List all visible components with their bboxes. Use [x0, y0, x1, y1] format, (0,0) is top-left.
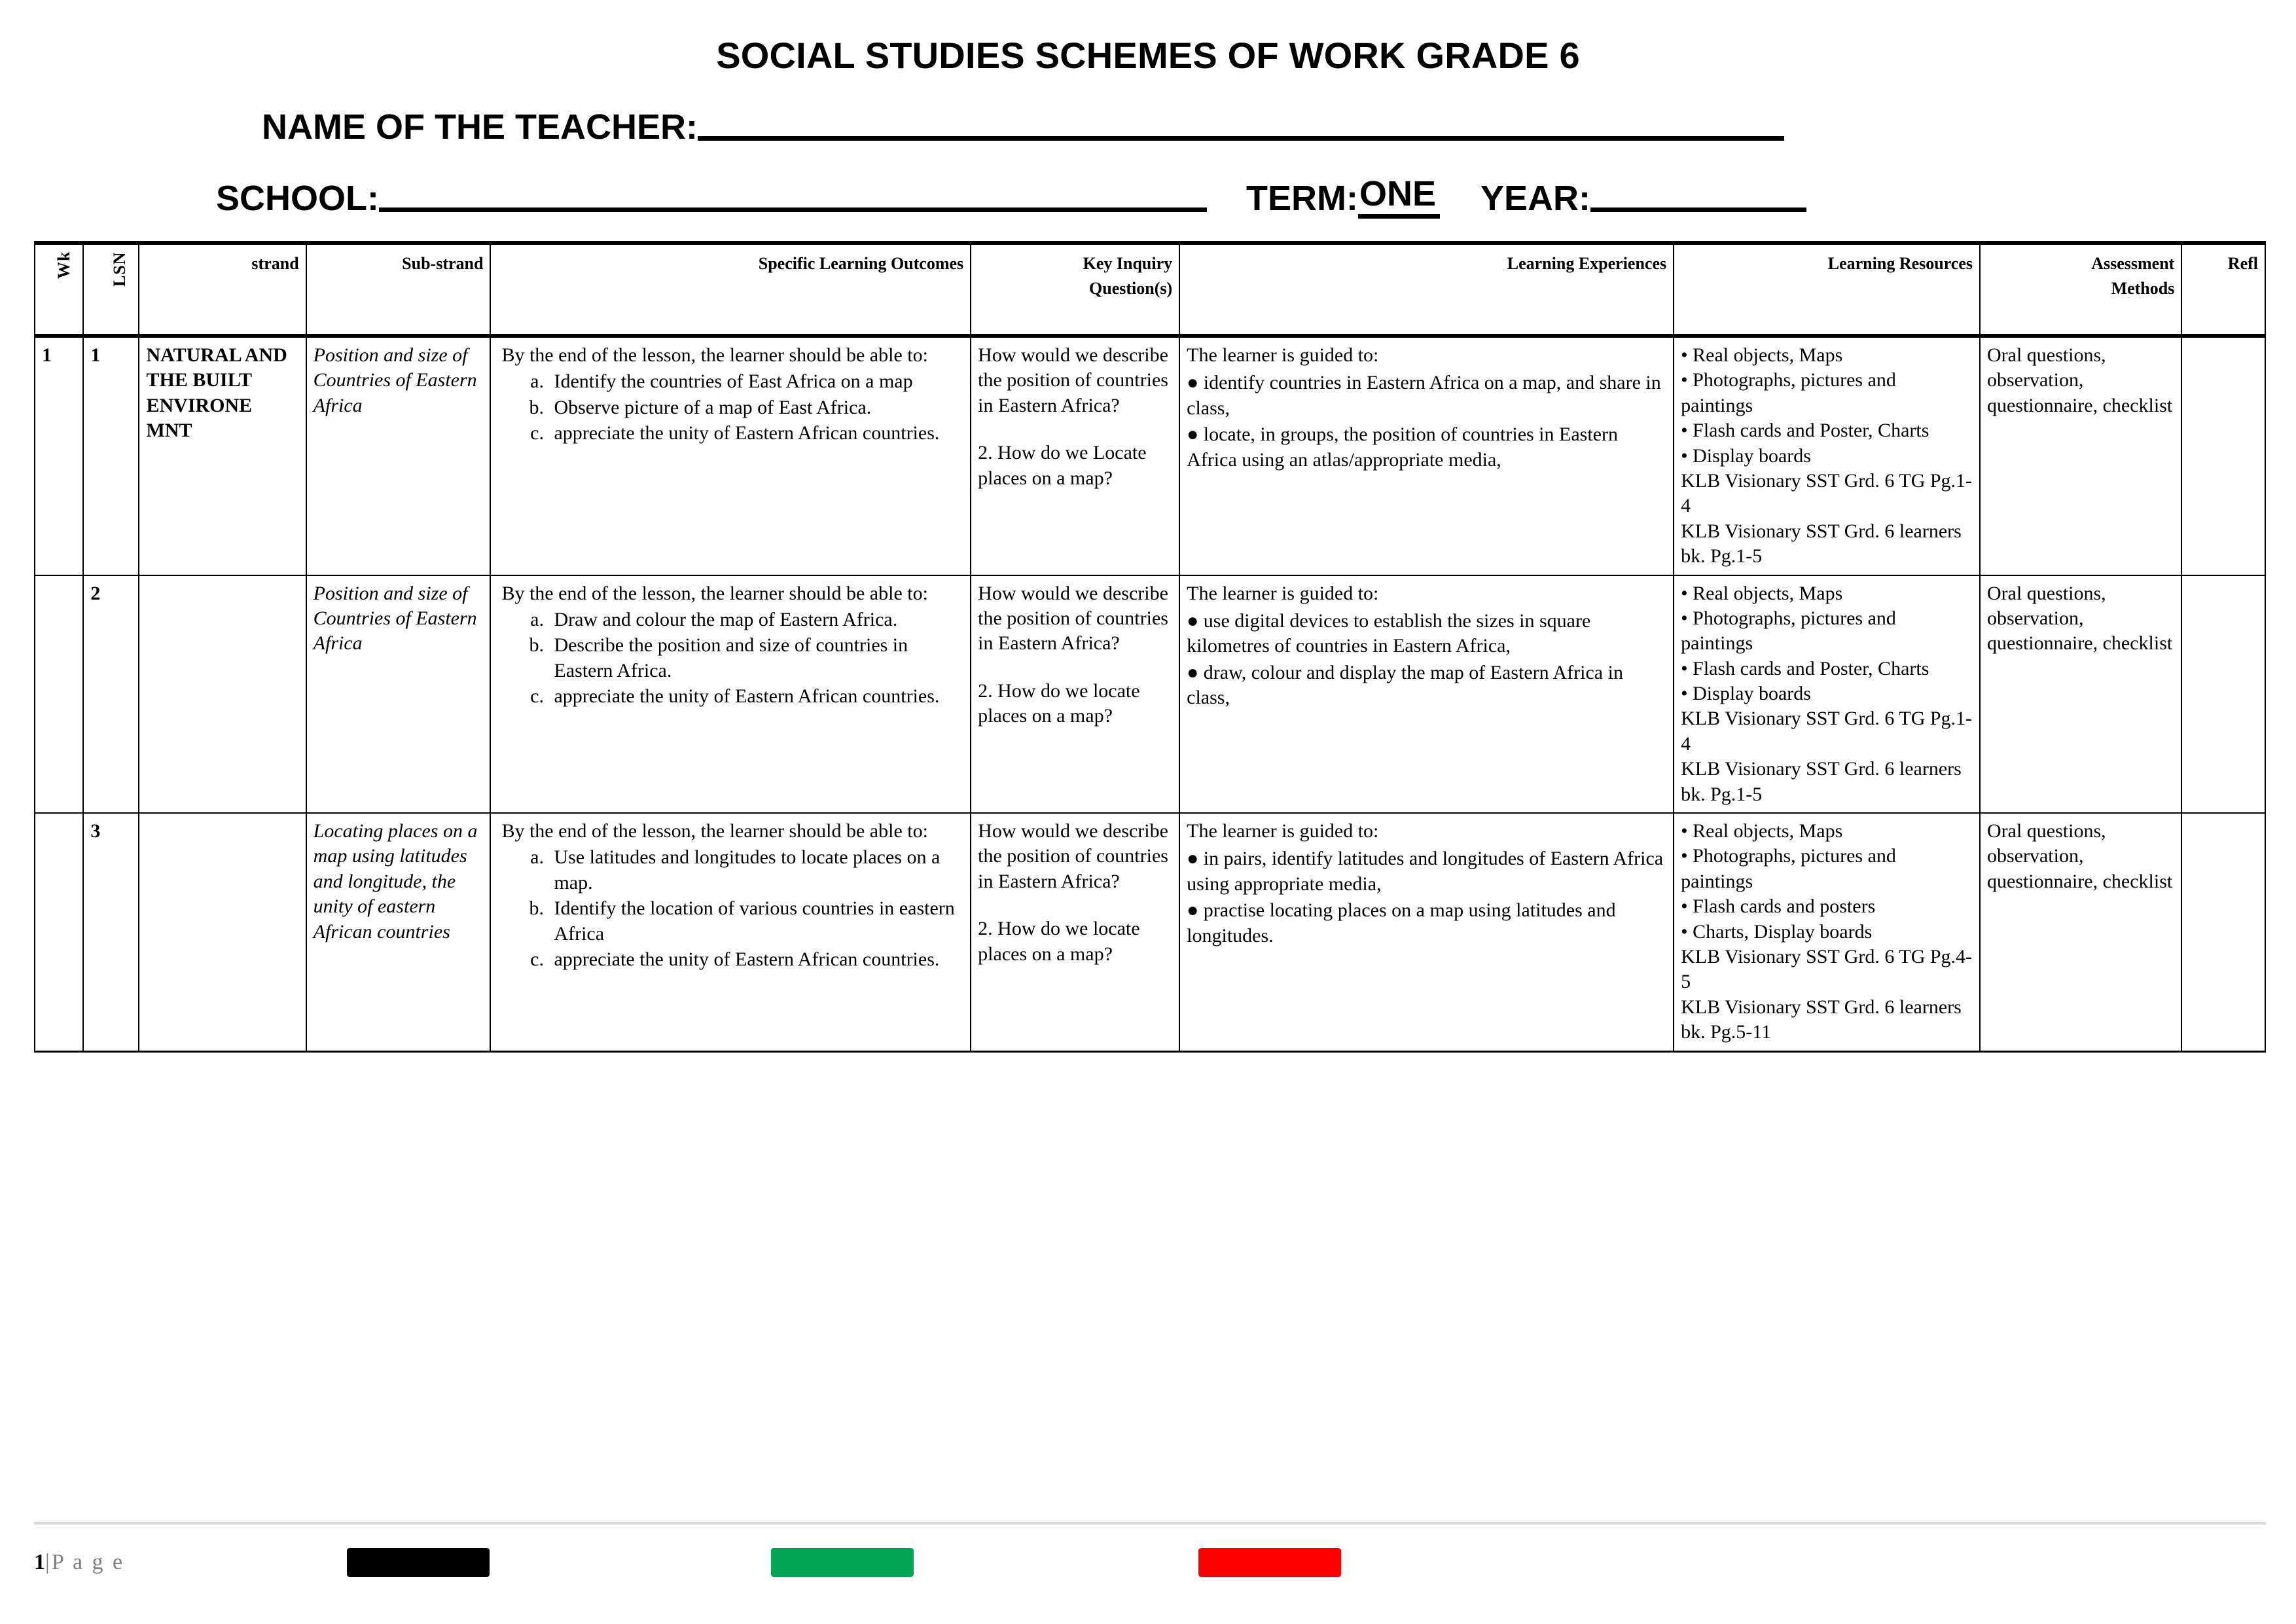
page-footer	[34, 1522, 2262, 1582]
key-inquiry-question-1: How would we describe the position of countries in Eastern Africa?	[978, 582, 1168, 655]
bullet-icon: •	[1681, 683, 1688, 705]
learning-resource-item: • Real objects, Maps	[1681, 820, 1843, 842]
learning-resource-reference: KLB Visionary SST Grd. 6 TG Pg.1-4	[1681, 469, 1973, 517]
bullet-icon: •	[1681, 845, 1688, 867]
slo-intro: By the end of the lesson, the learner should be able to:	[501, 582, 928, 604]
column-header-lsn-label: LSN	[109, 251, 129, 287]
learning-resource-item: • Flash cards and posters	[1681, 895, 1876, 918]
learning-experience-item: ● locate, in groups, the position of countries in Eastern Africa using an atlas/appropriate media,	[1187, 424, 1618, 471]
bullet-icon: ●	[1187, 661, 1199, 683]
learning-resource-reference: KLB Visionary SST Grd. 6 learners bk. Pg.5-11	[1681, 996, 1962, 1043]
slo-list	[497, 369, 963, 446]
learning-experience-item: ● identify countries in Eastern Africa on a map, and share in class,	[1187, 372, 1661, 419]
cell-sub-strand: Position and size of Countries of Eastern Africa	[306, 336, 491, 575]
cell-reflection	[2181, 336, 2265, 575]
cell-learning-resources	[1674, 575, 1980, 814]
cell-learning-experiences	[1179, 336, 1674, 575]
learning-experience-intro: The learner is guided to:	[1187, 820, 1379, 842]
learning-experience-intro: The learner is guided to:	[1187, 582, 1379, 604]
term-label: TERM:	[1246, 179, 1358, 218]
page-separator: |	[45, 1550, 52, 1574]
cell-lesson: 3	[83, 813, 139, 1051]
cell-reflection	[2181, 813, 2265, 1051]
column-header-refl: Refl	[2181, 243, 2265, 336]
cell-strand	[139, 813, 306, 1051]
cell-key-inquiry-questions	[971, 575, 1179, 814]
slo-item: c. appreciate the unity of Eastern African countries.	[548, 947, 963, 972]
learning-resource-item: • Photographs, pictures and paintings	[1681, 845, 1896, 892]
bullet-icon: ●	[1187, 609, 1199, 632]
column-header-learning-resources: Learning Resources	[1674, 243, 1980, 336]
school-label: SCHOOL:	[216, 179, 379, 218]
learning-resource-item: • Flash cards and Poster, Charts	[1681, 657, 1929, 679]
slo-intro: By the end of the lesson, the learner should be able to:	[501, 344, 928, 366]
key-inquiry-question-2: 2. How do we locate places on a map?	[978, 918, 1140, 965]
kiq-spacer	[978, 894, 1172, 916]
cell-assessment-methods: Oral questions, observation, questionnaire, checklist	[1980, 575, 2181, 814]
key-inquiry-question-2: 2. How do we Locate places on a map?	[978, 442, 1147, 489]
slo-item: a. Identify the countries of East Africa on a map	[548, 369, 963, 394]
bullet-icon: •	[1681, 657, 1688, 679]
bullet-icon: •	[1681, 420, 1688, 442]
kiq-spacer	[978, 657, 1172, 679]
bullet-icon: ●	[1187, 848, 1199, 870]
column-header-sub-strand: Sub-strand	[306, 243, 491, 336]
cell-assessment-methods: Oral questions, observation, questionnaire, checklist	[1980, 336, 2181, 575]
kiq-spacer	[978, 418, 1172, 441]
slo-item: c. appreciate the unity of Eastern African countries.	[548, 421, 963, 446]
slo-list	[497, 607, 963, 710]
cell-week	[35, 813, 83, 1051]
bullet-icon: ●	[1187, 899, 1199, 922]
color-swatch-red	[1198, 1548, 1341, 1577]
column-header-learning-experiences: Learning Experiences	[1179, 243, 1674, 336]
teacher-label: NAME OF THE TEACHER:	[262, 107, 698, 147]
cell-strand	[139, 575, 306, 814]
cell-lesson: 1	[83, 336, 139, 575]
color-swatch-green	[771, 1548, 914, 1577]
key-inquiry-question-1: How would we describe the position of countries in Eastern Africa?	[978, 344, 1168, 416]
learning-resource-item: • Real objects, Maps	[1681, 582, 1843, 604]
slo-list	[497, 845, 963, 972]
table-header-row	[35, 243, 2265, 336]
learning-resource-item: • Flash cards and Poster, Charts	[1681, 420, 1929, 442]
page-number-indicator	[34, 1550, 124, 1575]
learning-resource-item: • Display boards	[1681, 683, 1811, 705]
key-inquiry-line-2: Question(s)	[1089, 278, 1173, 298]
cell-learning-experiences	[1179, 575, 1674, 814]
table-row	[35, 336, 2265, 575]
slo-item: b. Observe picture of a map of East Africa.	[548, 395, 963, 420]
cell-key-inquiry-questions	[971, 813, 1179, 1051]
school-blank-rule[interactable]	[379, 208, 1207, 212]
bullet-icon: •	[1681, 582, 1688, 604]
cell-learning-experiences	[1179, 813, 1674, 1051]
table-row	[35, 575, 2265, 814]
learning-resource-item: • Photographs, pictures and paintings	[1681, 369, 1896, 416]
bullet-icon: •	[1681, 920, 1688, 943]
bullet-icon: •	[1681, 607, 1688, 629]
school-term-year-line	[216, 173, 2296, 219]
learning-resource-reference: KLB Visionary SST Grd. 6 TG Pg.1-4	[1681, 708, 1973, 755]
learning-experience-item: ● practise locating places on a map using latitudes and longitudes.	[1187, 899, 1616, 947]
cell-sub-strand: Locating places on a map using latitudes and longitude, the unity of eastern African countries	[306, 813, 491, 1051]
key-inquiry-question-1: How would we describe the position of countries in Eastern Africa?	[978, 820, 1168, 892]
cell-learning-resources	[1674, 813, 1980, 1051]
column-header-specific-learning-outcomes: Specific Learning Outcomes	[490, 243, 971, 336]
teacher-field-line	[262, 107, 2296, 147]
cell-specific-learning-outcomes	[490, 336, 971, 575]
cell-learning-resources	[1674, 336, 1980, 575]
footer-divider	[34, 1522, 2266, 1525]
bullet-icon: •	[1681, 820, 1688, 842]
cell-week: 1	[35, 336, 83, 575]
cell-lesson: 2	[83, 575, 139, 814]
learning-resource-item: • Charts, Display boards	[1681, 920, 1873, 943]
bullet-icon: ●	[1187, 424, 1199, 446]
footer-content-row	[34, 1543, 2262, 1582]
cell-reflection	[2181, 575, 2265, 814]
cell-strand: NATURAL AND THE BUILT ENVIRONE MNT	[139, 336, 306, 575]
key-inquiry-question-2: 2. How do we locate places on a map?	[978, 679, 1140, 727]
cell-key-inquiry-questions	[971, 336, 1179, 575]
teacher-blank-rule[interactable]	[698, 136, 1784, 141]
learning-resource-reference: KLB Visionary SST Grd. 6 learners bk. Pg.1-5	[1681, 520, 1962, 568]
column-header-wk-label: Wk	[54, 251, 73, 280]
page-title: SOCIAL STUDIES SCHEMES OF WORK GRADE 6	[716, 35, 1580, 76]
bullet-icon: •	[1681, 444, 1688, 467]
learning-resource-item: • Real objects, Maps	[1681, 344, 1843, 366]
table-body	[35, 336, 2265, 1051]
learning-resource-item: • Display boards	[1681, 444, 1811, 467]
term-value[interactable]: ONE	[1358, 173, 1440, 219]
learning-experience-item: ● use digital devices to establish the sizes in square kilometres of countries in Eastern Africa,	[1187, 609, 1591, 657]
cell-assessment-methods: Oral questions, observation, questionnaire, checklist	[1980, 813, 2181, 1051]
cell-week	[35, 575, 83, 814]
page-word: P a g e	[51, 1550, 125, 1574]
bullet-icon: •	[1681, 369, 1688, 391]
schemes-of-work-table	[34, 241, 2266, 1053]
column-header-key-inquiry-questions	[971, 243, 1179, 336]
column-header-strand: strand	[139, 243, 306, 336]
learning-experience-intro: The learner is guided to:	[1187, 344, 1379, 366]
bullet-icon: ●	[1187, 372, 1199, 394]
learning-resource-reference: KLB Visionary SST Grd. 6 TG Pg.4-5	[1681, 945, 1973, 993]
table-row	[35, 813, 2265, 1051]
cell-specific-learning-outcomes	[490, 575, 971, 814]
cell-specific-learning-outcomes	[490, 813, 971, 1051]
cell-sub-strand: Position and size of Countries of Eastern Africa	[306, 575, 491, 814]
key-inquiry-line-1: Key Inquiry	[1083, 254, 1173, 273]
color-swatch-black	[347, 1548, 490, 1577]
assessment-line-2: Methods	[2111, 278, 2175, 298]
slo-item: b. Identify the location of various countries in eastern Africa	[548, 896, 963, 947]
slo-item: c. appreciate the unity of Eastern African countries.	[548, 684, 963, 709]
assessment-line-1: Assessment	[2091, 254, 2175, 273]
page-number: 1	[34, 1550, 45, 1574]
slo-intro: By the end of the lesson, the learner should be able to:	[501, 820, 928, 842]
learning-experience-item: ● draw, colour and display the map of Eastern Africa in class,	[1187, 661, 1623, 709]
year-label: YEAR:	[1480, 179, 1591, 218]
column-header-lsn	[83, 243, 139, 336]
column-header-assessment-methods	[1980, 243, 2181, 336]
slo-item: a. Draw and colour the map of Eastern Africa.	[548, 607, 963, 632]
bullet-icon: •	[1681, 344, 1688, 366]
year-blank-rule[interactable]	[1590, 208, 1806, 212]
learning-resource-item: • Photographs, pictures and paintings	[1681, 607, 1896, 655]
learning-experience-item: ● in pairs, identify latitudes and longitudes of Eastern Africa using appropriate media,	[1187, 848, 1664, 895]
column-header-wk	[35, 243, 83, 336]
bullet-icon: •	[1681, 895, 1688, 918]
slo-item: b. Describe the position and size of countries in Eastern Africa.	[548, 633, 963, 683]
learning-resource-reference: KLB Visionary SST Grd. 6 learners bk. Pg.1-5	[1681, 758, 1962, 805]
slo-item: a. Use latitudes and longitudes to locate places on a map.	[548, 845, 963, 895]
